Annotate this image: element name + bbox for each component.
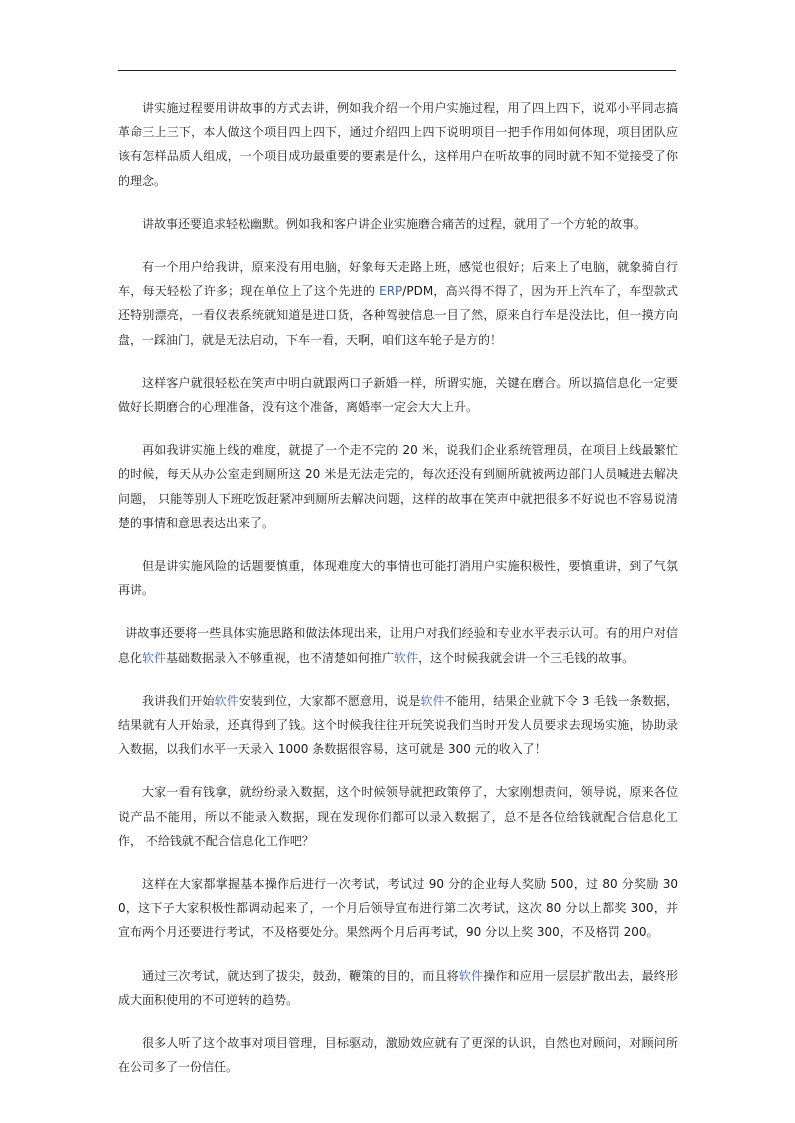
paragraph-text: 这样客户就很轻松在笑声中明白就跟两口子新婚一样，所谓实施，关键在磨合。所以搞信息化一定要做好长期磨合的心理准备，没有这个准备，离婚率一定会大大上升。 bbox=[118, 375, 678, 415]
paragraph bbox=[118, 554, 678, 602]
paragraph-text: 这样在大家都掌握基本操作后进行一次考试，考试过 90 分的企业每人奖励 500，过 80 分奖励 300，这下子大家积极性都调动起来了，一个月后领导宣布进行第二次考试，这次 80 分以上都奖 300，并宣布两个月还要进行考试，不及格要处分。果然两个月后再考试，90 分以上奖 300，不及格罚 200。 bbox=[118, 877, 678, 940]
paragraph-text: 讲故事还要将一些具体实施思路和做法体现出来，让用户对我们经验和专业水平表示认可。有的用户对信息化 bbox=[118, 626, 678, 665]
paragraph bbox=[118, 964, 678, 1012]
paragraph-text: 操作和应用一层层扩散出去，最终形成大面积使用的不可逆转的趋势。 bbox=[118, 968, 678, 1007]
article-body bbox=[118, 96, 679, 1075]
paragraph-text: 再如我讲实施上线的难度，就提了一个走不完的 20 米，说我们企业系统管理员，在项目上线最繁忙的时候，每天从办公室走到厕所这 20 米是无法走完的，每次还没有到厕所就被两边部门人员喊进去解决问题， 只能等别人下班吃饭赶紧冲到厕所去解决问题，这样的故事在笑声中就把很多不好说也不容易说清楚的事情和意思表达出来了。 bbox=[118, 443, 678, 530]
paragraph-text: 大家一看有钱拿，就纷纷录入数据，这个时候领导就把政策停了，大家刚想责问，领导说，原来各位说产品不能用，所以不能录入数据，现在发现你们都可以录入数据了，总不是各位给钱就配合信息化工作， 不给钱就不配合信息化工作吧？ bbox=[118, 785, 678, 848]
paragraph bbox=[118, 212, 678, 236]
inline-link[interactable]: 软件 bbox=[458, 968, 484, 983]
inline-link[interactable]: 软件 bbox=[142, 650, 167, 665]
inline-link[interactable]: 软件 bbox=[214, 693, 239, 708]
paragraph-text: 有一个用户给我讲，原来没有用电脑，好象每天走路上班，感觉也很好；后来上了电脑，就象骑自行车，每天轻松了许多；现在单位上了这个先进的 bbox=[118, 260, 678, 299]
paragraph bbox=[118, 621, 678, 669]
paragraph bbox=[118, 96, 678, 193]
paragraph-text: 讲实施过程要用讲故事的方式去讲，例如我介绍一个用户实施过程，用了四上四下，说邓小平同志搞革命三上三下，本人做这个项目四上四下，通过介绍四上四下说明项目一把手作用如何体现，项目团队应该有怎样品质人组成，一个项目成功最重要的要素是什么，这样用户在听故事的同时就不知不觉接受了你的理念。 bbox=[118, 101, 678, 188]
paragraph bbox=[118, 438, 678, 535]
paragraph-text: 通过三次考试，就达到了拔尖，鼓劲，鞭策的目的，而且将 bbox=[142, 968, 459, 983]
paragraph bbox=[118, 1031, 678, 1079]
inline-link[interactable]: 软件 bbox=[420, 693, 445, 708]
paragraph-text: 基础数据录入不够重视，也不清楚如何推广 bbox=[166, 650, 395, 665]
inline-link[interactable]: ERP bbox=[379, 284, 403, 299]
paragraph-text: ，这个时候我就会讲一个三毛钱的故事。 bbox=[418, 650, 635, 665]
paragraph-text: /PDM，高兴得不得了，因为开上汽车了，车型款式还特别漂亮，一看仪表系统就知道是进口货，各种驾驶信息一目了然，原来自行车是没法比，但一摸方向盘，一踩油门，就是无法启动，下车一看，天啊，咱们这车轮子是方的！ bbox=[118, 284, 679, 347]
paragraph bbox=[118, 780, 678, 853]
paragraph-text: 但是讲实施风险的话题要慎重，体现难度大的事情也可能打消用户实施积极性，要慎重讲，到了气氛再讲。 bbox=[118, 559, 678, 598]
paragraph-text: 安装到位，大家都不愿意用，说是 bbox=[238, 693, 421, 708]
paragraph bbox=[118, 872, 678, 945]
inline-link[interactable]: 软件 bbox=[394, 650, 419, 665]
paragraph-text: 不能用，结果企业就下令 3 毛钱一条数据，结果就有人开始录，还真得到了钱。这个时候我往往开玩笑说我们当时开发人员要求去现场实施，协助录入数据，以我们水平一天录入 1000 条数据很容易，这可就是 300 元的收入了！ bbox=[118, 693, 678, 757]
paragraph-text: 我讲我们开始 bbox=[142, 693, 215, 708]
paragraph bbox=[118, 371, 678, 419]
paragraph bbox=[118, 689, 678, 762]
paragraph-text: 讲故事还要追求轻松幽默。例如我和客户讲企业实施磨合痛苦的过程，就用了一个方轮的故事。 bbox=[142, 216, 647, 231]
header-rule bbox=[118, 70, 676, 71]
paragraph bbox=[118, 255, 678, 352]
paragraph-text: 很多人听了这个故事对项目管理，目标驱动，激励效应就有了更深的认识，自然也对顾问，对顾问所在公司多了一份信任。 bbox=[118, 1036, 678, 1075]
